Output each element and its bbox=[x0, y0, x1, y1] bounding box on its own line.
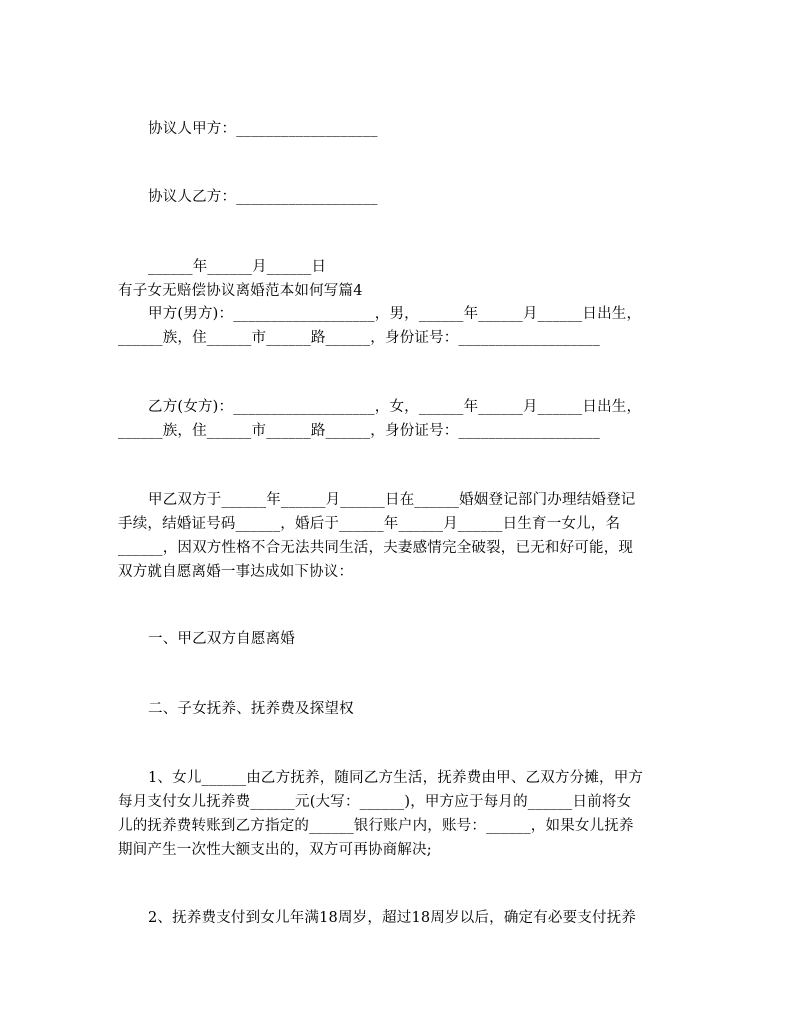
date-line: ______年______月______日 bbox=[148, 259, 327, 275]
custody-paragraph-line-4: 期间产生一次性大额支出的，双方可再协商解决; bbox=[118, 842, 432, 858]
marriage-paragraph-line-2: 手续，结婚证号码______，婚后于______年______月______日生育一女儿，名 bbox=[118, 516, 621, 532]
party-b-info-line-2: ______族，住______市______路______，身份证号：___________________ bbox=[118, 423, 601, 439]
marriage-paragraph-line-4: 双方就自愿离婚一事达成如下协议： bbox=[118, 564, 354, 580]
party-a-info-line-2: ______族，住______市______路______，身份证号：___________________ bbox=[118, 330, 601, 346]
party-a-signature-line: 协议人甲方：___________________ bbox=[148, 121, 378, 137]
marriage-paragraph-line-1: 甲乙双方于______年______月______日在______婚姻登记部门办理结婚登记 bbox=[148, 492, 636, 508]
custody-paragraph-line-3: 儿的抚养费转账到乙方指定的______银行账户内，账号：______，如果女儿抚养 bbox=[118, 818, 634, 834]
clause-2-heading: 二、子女抚养、抚养费及探望权 bbox=[148, 701, 354, 717]
support-paragraph-line-1: 2、抚养费支付到女儿年满18周岁，超过18周岁以后，确定有必要支付抚养 bbox=[148, 910, 637, 926]
marriage-paragraph-line-3: ______，因双方性格不合无法共同生活，夫妻感情完全破裂，已无和好可能，现 bbox=[118, 540, 634, 556]
party-a-info-line: 甲方(男方)：___________________，男，______年______月______日出生， bbox=[148, 306, 642, 322]
custody-paragraph-line-1: 1、女儿______由乙方抚养，随同乙方生活，抚养费由甲、乙双方分摊，甲方 bbox=[148, 770, 644, 786]
section-title: 有子女无赔偿协议离婚范本如何写篇4 bbox=[118, 283, 363, 299]
clause-1-heading: 一、甲乙双方自愿离婚 bbox=[148, 631, 295, 647]
party-b-signature-line: 协议人乙方：___________________ bbox=[148, 189, 378, 205]
party-b-info-line: 乙方(女方)：___________________，女，______年______月______日出生， bbox=[148, 399, 642, 415]
custody-paragraph-line-2: 每月支付女儿抚养费______元(大写：______)，甲方应于每月的______日前将女 bbox=[118, 794, 632, 810]
